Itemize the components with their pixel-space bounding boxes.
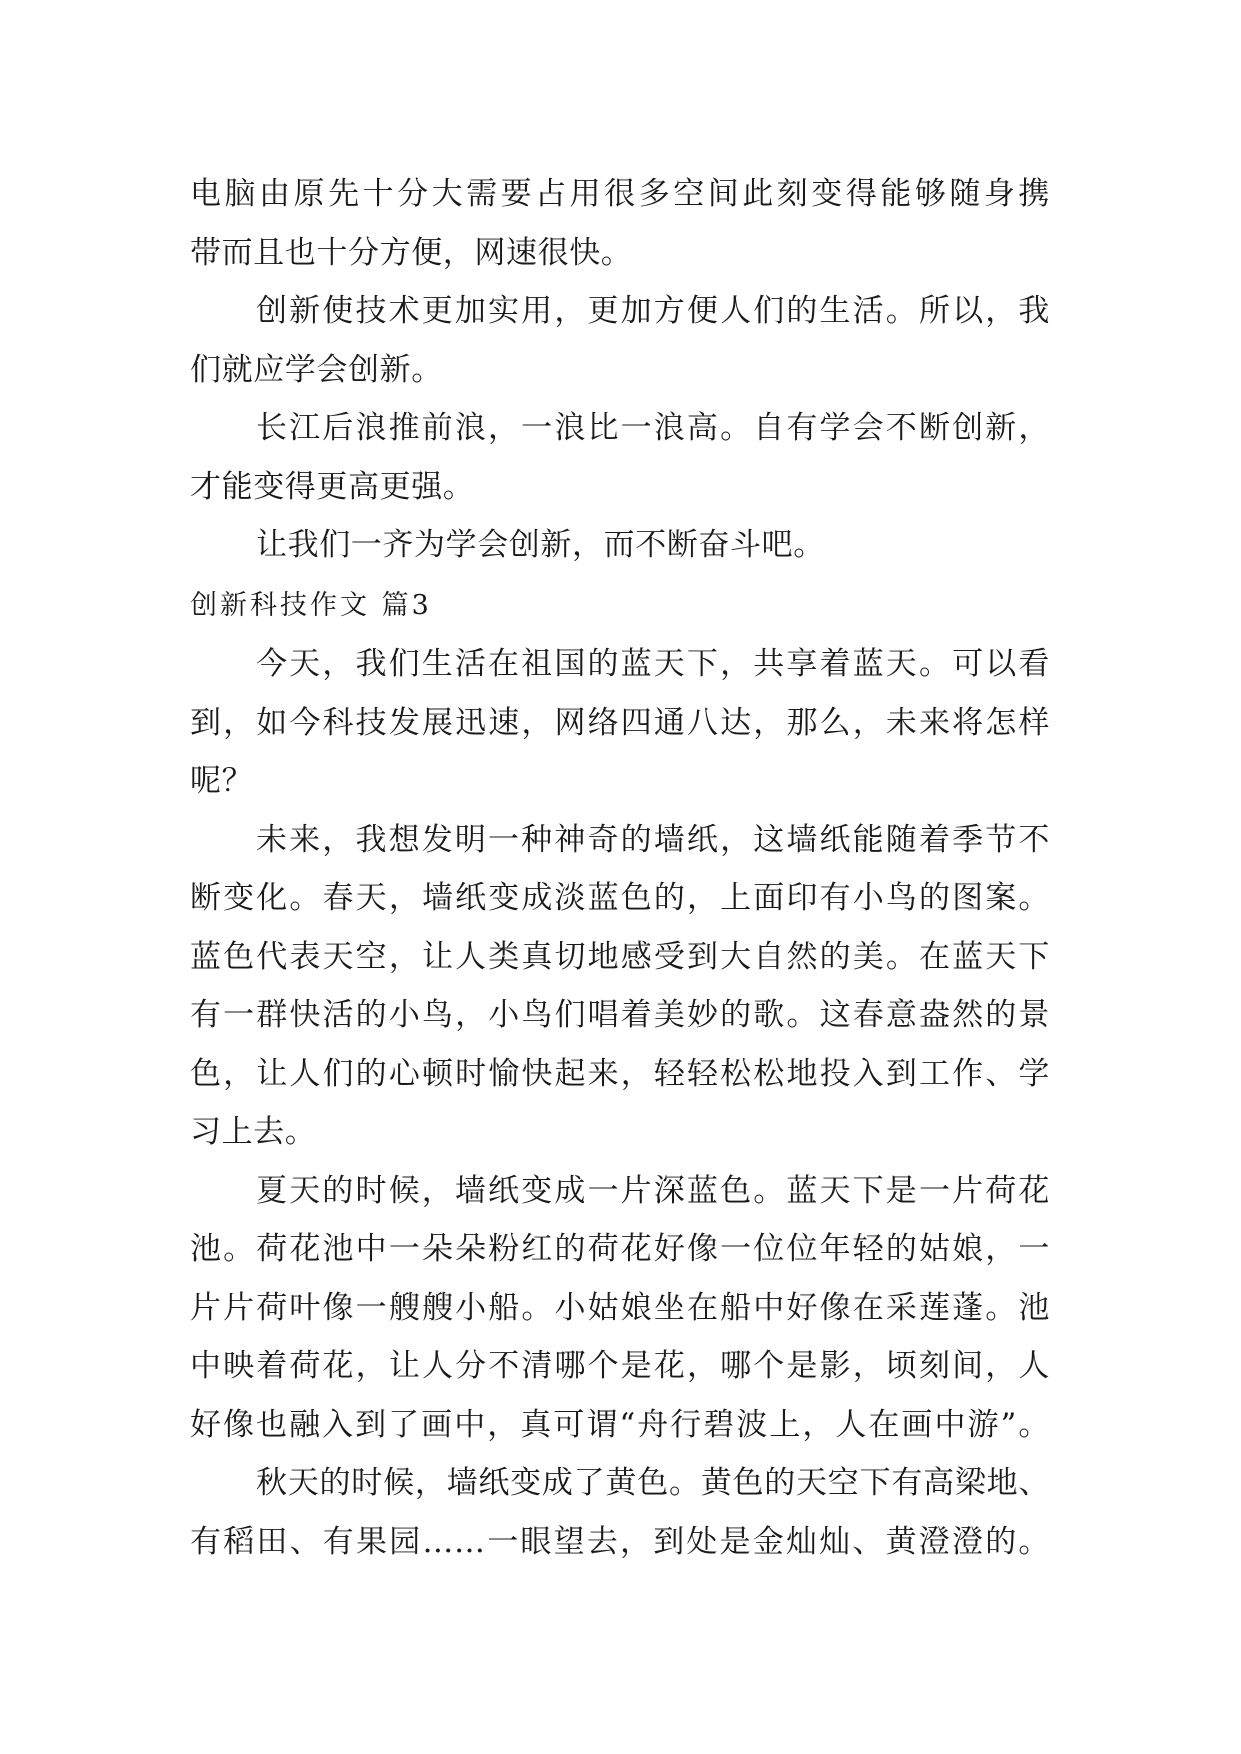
paragraph-line: 片片荷叶像一艘艘小船。小姑娘坐在船中好像在采莲蓬。池 — [190, 1289, 1050, 1326]
paragraph-line: 蓝色代表天空，让人类真切地感受到大自然的美。在蓝天下 — [190, 938, 1050, 975]
paragraph-line: 池。荷花池中一朵朵粉红的荷花好像一位位年轻的姑娘，一 — [190, 1231, 1050, 1267]
paragraph-line: 电脑由原先十分大需要占用很多空间此刻变得能够随身携 — [190, 176, 1050, 212]
paragraph-line: 到，如今科技发展迅速，网络四通八达，那么，未来将怎样 — [190, 704, 1050, 741]
paragraph-line: 未来，我想发明一种神奇的墙纸，这墙纸能随着季节不 — [256, 821, 1050, 858]
paragraph-line: 今天，我们生活在祖国的蓝天下，共享着蓝天。可以看 — [256, 646, 1050, 682]
section-heading: 创新科技作文 篇3 — [190, 589, 432, 621]
paragraph-line: 中映着荷花，让人分不清哪个是花，哪个是影，顷刻间，人 — [190, 1348, 1050, 1384]
paragraph-line: 有稻田、有果园……一眼望去，到处是金灿灿、黄澄澄的。 — [190, 1523, 1050, 1560]
paragraph-line: 才能变得更高更强。 — [190, 468, 475, 505]
document-body — [190, 165, 1050, 1571]
paragraph-line: 好像也融入到了画中，真可谓“舟行碧波上，人在画中游”。 — [190, 1406, 1050, 1443]
paragraph-line: 夏天的时候，墙纸变成一片深蓝色。蓝天下是一片荷花 — [256, 1172, 1050, 1209]
paragraph-line: 有一群快活的小鸟，小鸟们唱着美妙的歌。这春意盎然的景 — [190, 997, 1050, 1033]
paragraph-line: 习上去。 — [190, 1114, 317, 1150]
paragraph-line: 们就应学会创新。 — [190, 351, 443, 388]
paragraph-line: 断变化。春天，墙纸变成淡蓝色的，上面印有小鸟的图案。 — [190, 880, 1050, 916]
paragraph-line: 让我们一齐为学会创新，而不断奋斗吧。 — [256, 527, 825, 563]
paragraph-line: 带而且也十分方便，网速很快。 — [190, 234, 633, 271]
paragraph-line: 色，让人们的心顿时愉快起来，轻轻松松地投入到工作、学 — [190, 1055, 1050, 1092]
paragraph-line: 创新使技术更加实用，更加方便人们的生活。所以，我 — [256, 293, 1050, 329]
paragraph-line: 秋天的时候，墙纸变成了黄色。黄色的天空下有高梁地、 — [256, 1465, 1050, 1501]
paragraph-line: 呢？ — [190, 763, 254, 799]
paragraph-line: 长江后浪推前浪，一浪比一浪高。自有学会不断创新， — [256, 410, 1050, 446]
